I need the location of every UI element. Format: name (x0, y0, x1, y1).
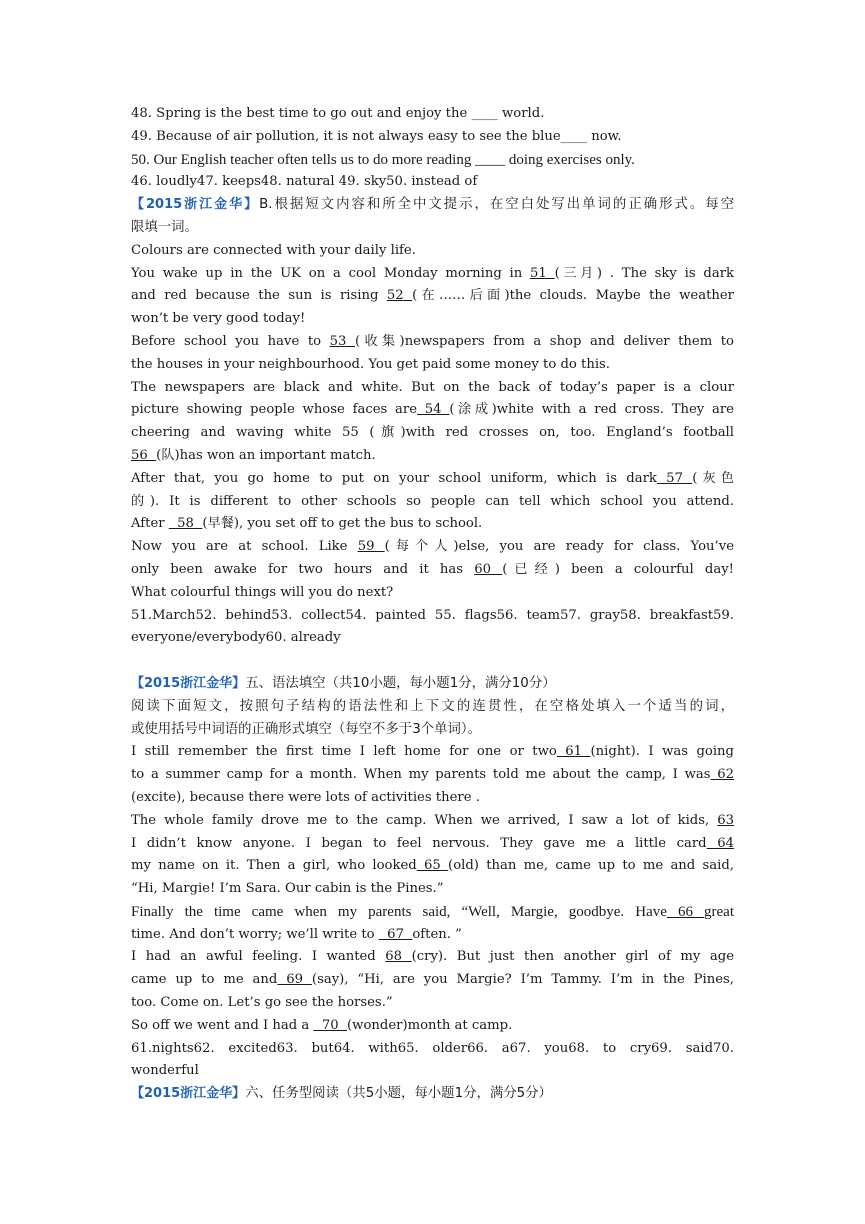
chinese-text: 五、语法填空（共10小题，每小题1分，满分10分） (245, 675, 556, 691)
text-segment: everyone/everybody60. already (131, 630, 341, 646)
text-segment: Now you are at school. Like (131, 539, 358, 555)
text-segment: Colours are connected with your daily life. (131, 242, 416, 258)
text-line (131, 696, 734, 719)
text-segment: picture showing people whose faces are (131, 402, 418, 418)
text-segment: I had an awful feeling. I wanted (131, 949, 386, 965)
answer-blank: 64 (706, 835, 734, 851)
text-segment: cheering and waving white 55 (旗)with red crosses on, too. England’s football (131, 425, 734, 441)
text-line (131, 969, 734, 992)
text-segment: (每个人)else, you are ready for class. You’ve (384, 539, 734, 555)
text-segment: I still remember the first time I left home for one or two (131, 744, 557, 760)
text-segment: You wake up in the UK on a cool Monday morning in (131, 265, 531, 281)
chinese-text: 限填一词。 (131, 219, 198, 235)
text-segment: Finally the time came when my parents said, “Well, Margie, goodbye. Have (131, 903, 667, 920)
chinese-text: B.根据短文内容和所全中文提示，在空白处写出单词的正确形式。每空 (259, 197, 734, 213)
text-segment: too. Come on. Let’s go see the horses.” (131, 995, 393, 1011)
text-segment: After (131, 516, 169, 532)
text-line (131, 764, 734, 787)
text-line (131, 627, 734, 650)
answer-blank: 66 (666, 903, 705, 920)
text-line (131, 559, 734, 582)
text-line (131, 422, 734, 445)
answer-blank: 69 (277, 972, 312, 988)
text-line (131, 171, 734, 194)
text-segment: only been awake for two hours and it has (131, 561, 475, 577)
answer-blank: 61 (556, 744, 591, 760)
chinese-text: 或使用括号中词语的正确形式填空（每空不多于3个单词）。 (131, 721, 481, 737)
text-line (131, 445, 734, 468)
text-line (131, 468, 734, 491)
text-segment: 49. Because of air pollution, it is not always easy to see the blue____ now. (131, 128, 622, 144)
text-line (131, 536, 734, 559)
text-line (131, 878, 734, 901)
answer-blank: 68 (385, 949, 412, 965)
text-line (131, 331, 734, 354)
text-segment: Before school you have to (131, 333, 330, 349)
text-line (131, 308, 734, 331)
text-line (131, 833, 734, 856)
text-line (131, 263, 734, 286)
text-line (131, 217, 734, 240)
text-segment: What colourful things will you do next? (131, 584, 394, 600)
text-segment: After that, you go home to put on your school uniform, which is dark (131, 470, 657, 486)
text-line (131, 285, 734, 308)
text-line (131, 605, 734, 628)
text-segment: (在……后面)the clouds. Maybe the weather (412, 288, 734, 304)
text-segment: (night). I was going (590, 744, 734, 760)
answer-blank: 56 (131, 447, 157, 463)
text-line (131, 399, 734, 422)
answer-blank: 70 (313, 1017, 348, 1033)
answer-blank: 62 (710, 767, 734, 783)
text-line (131, 1038, 734, 1061)
text-line (131, 194, 734, 217)
blank-line (131, 650, 734, 673)
text-segment: 61.nights62. excited63. but64. with65. older66. a67. you68. to cry69. said70. (131, 1040, 734, 1056)
text-segment: 的). It is different to other schools so people can tell which school you attend. (131, 493, 734, 509)
text-line (131, 924, 734, 947)
text-segment: (cry). But just then another girl of my age (411, 949, 734, 965)
text-segment: (灰色 (692, 470, 734, 486)
text-line (131, 377, 734, 400)
text-segment: I didn’t know anyone. I began to feel nervous. They gave me a little card (131, 835, 707, 851)
text-line (131, 719, 734, 742)
answer-blank: 52 (386, 288, 413, 304)
answer-blank: 63 (717, 812, 734, 828)
text-line (131, 103, 734, 126)
text-segment: So off we went and I had a (131, 1017, 314, 1033)
text-line (131, 240, 734, 263)
answer-blank: 51 (530, 265, 555, 281)
answer-blank: 65 (416, 858, 449, 874)
text-line (131, 855, 734, 878)
text-segment: 48. Spring is the best time to go out and enjoy the ____ world. (131, 106, 545, 121)
text-segment: the houses in your neighbourhood. You get paid some money to do this. (131, 356, 610, 372)
text-segment: 50. Our English teacher often tells us to do more reading ____ doing exercises only. (131, 151, 635, 168)
text-segment: won’t be very good today! (131, 311, 306, 327)
source-tag: 【2015浙江金华】 (131, 197, 260, 213)
text-line (131, 1015, 734, 1038)
text-line (131, 787, 734, 810)
text-segment: (已经) been a colourful day! (502, 561, 734, 577)
text-line (131, 354, 734, 377)
text-segment: (队)has won an important match. (156, 447, 376, 463)
answer-blank: 57 (656, 470, 693, 486)
text-line (131, 741, 734, 764)
answer-blank: 59 (357, 539, 385, 555)
text-line (131, 1060, 734, 1083)
text-segment: The newspapers are black and white. But on the back of today’s paper is a clour (131, 379, 734, 395)
chinese-text: 六、任务型阅读（共5小题，每小题1分，满分5分） (245, 1086, 552, 1102)
text-line (131, 582, 734, 605)
text-segment: and red because the sun is rising (131, 288, 387, 304)
document-page (131, 103, 734, 1106)
answer-blank: 53 (329, 333, 355, 349)
text-segment: my name on it. Then a girl, who looked (131, 858, 417, 874)
text-line (131, 810, 734, 833)
text-line (131, 1083, 734, 1106)
text-segment: (say), “Hi, are you Margie? I’m Tammy. I’m in the Pines, (311, 972, 734, 988)
text-line (131, 992, 734, 1015)
text-segment: (收集)newspapers from a shop and deliver them to (354, 333, 734, 349)
text-segment: often. ” (412, 926, 462, 942)
text-segment: (早餐), you set off to get the bus to school. (202, 516, 483, 532)
answer-blank: 67 (378, 926, 413, 942)
text-line (131, 901, 734, 924)
text-line (131, 491, 734, 514)
text-segment: (excite), because there were lots of activities there . (131, 789, 480, 805)
chinese-text: 阅读下面短文，按照句子结构的语法性和上下文的连贯性，在空格处填入一个适当的词， (131, 698, 734, 714)
text-line (131, 126, 734, 149)
source-tag: 【2015浙江金华】 (131, 1086, 246, 1102)
answer-blank: 54 (417, 402, 450, 418)
text-line (131, 673, 734, 696)
text-segment: time. And don’t worry; we’ll write to (131, 926, 379, 942)
text-line (131, 513, 734, 536)
text-segment: 51.March52. behind53. collect54. painted 55. flags56. team57. gray58. breakfast59. (131, 607, 734, 623)
text-line (131, 149, 734, 172)
text-segment: wonderful (131, 1063, 199, 1079)
source-tag: 【2015浙江金华】 (131, 675, 246, 691)
answer-blank: 60 (474, 561, 503, 577)
text-segment: (wonder)month at camp. (347, 1017, 513, 1033)
text-segment: The whole family drove me to the camp. When we arrived, I saw a lot of kids, (131, 812, 718, 828)
text-segment: “Hi, Margie! I’m Sara. Our cabin is the Pines.” (131, 881, 444, 897)
text-segment: 46. loudly47. keeps48. natural 49. sky50. instead of (131, 174, 478, 190)
text-segment: came up to me and (131, 972, 278, 988)
text-line (131, 946, 734, 969)
answer-blank: 58 (168, 516, 203, 532)
text-segment: (old) than me, came up to me and said, (448, 858, 734, 874)
text-segment: to a summer camp for a month. When my parents told me about the camp, I was (131, 767, 711, 783)
text-segment: (三月) . The sky is dark (554, 265, 734, 281)
text-segment: great (704, 903, 734, 920)
text-segment: (涂成)white with a red cross. They are (449, 402, 734, 418)
